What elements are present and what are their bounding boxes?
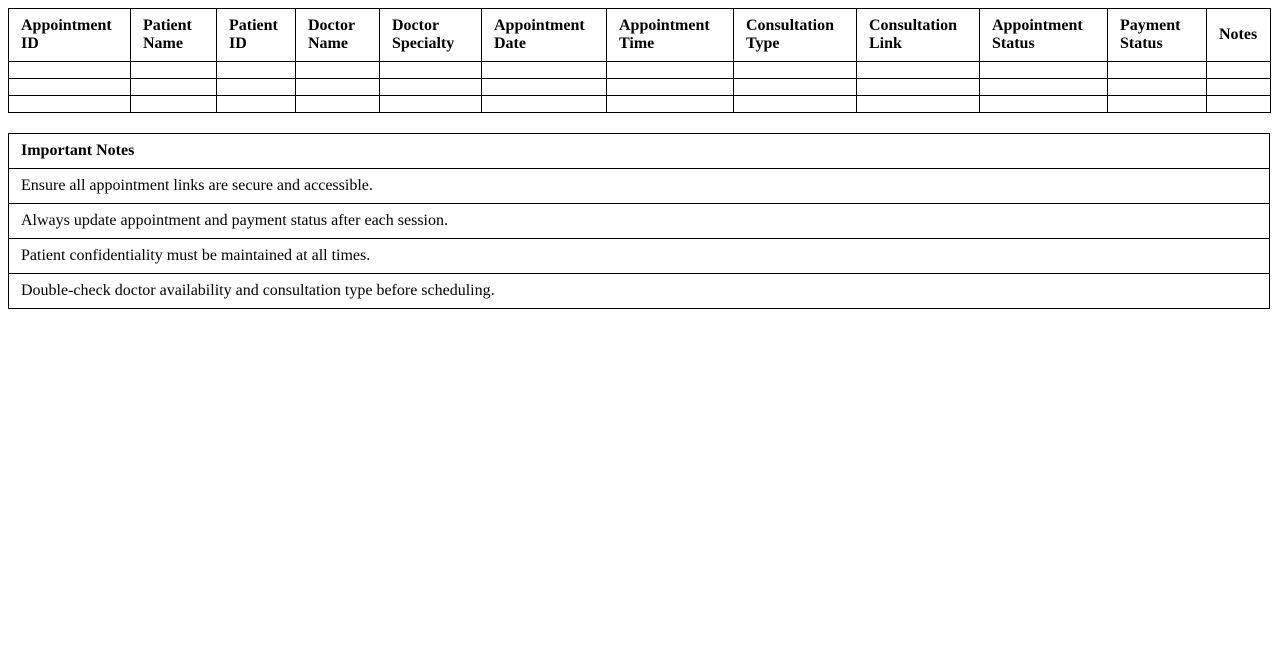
table-row [9, 96, 1271, 113]
table-cell [607, 96, 734, 113]
table-cell [131, 96, 217, 113]
appointments-table-body [9, 62, 1271, 113]
column-header-appointment-time: Appointment Time [607, 9, 734, 62]
column-header-doctor-specialty: Doctor Specialty [380, 9, 482, 62]
table-cell [734, 79, 857, 96]
table-cell [980, 79, 1108, 96]
note-text: Always update appointment and payment status after each session. [9, 204, 1270, 239]
table-header-row [9, 9, 1271, 62]
column-header-appointment-status: Appointment Status [980, 9, 1108, 62]
list-item [9, 169, 1270, 204]
table-cell [482, 79, 607, 96]
table-cell [607, 79, 734, 96]
table-cell [296, 79, 380, 96]
table-cell [1108, 96, 1207, 113]
column-header-payment-status: Payment Status [1108, 9, 1207, 62]
column-header-consultation-link: Consultation Link [857, 9, 980, 62]
table-cell [1207, 96, 1271, 113]
column-header-appointment-date: Appointment Date [482, 9, 607, 62]
column-header-doctor-name: Doctor Name [296, 9, 380, 62]
column-header-appointment-id: Appointment ID [9, 9, 131, 62]
table-cell [9, 62, 131, 79]
table-cell [9, 96, 131, 113]
note-text: Double-check doctor availability and consultation type before scheduling. [9, 274, 1270, 309]
table-cell [857, 79, 980, 96]
list-item [9, 239, 1270, 274]
notes-header-row [9, 134, 1270, 169]
table-cell [131, 62, 217, 79]
column-header-consultation-type: Consultation Type [734, 9, 857, 62]
table-cell [607, 62, 734, 79]
table-cell [9, 79, 131, 96]
table-cell [482, 62, 607, 79]
table-cell [980, 62, 1108, 79]
table-cell [734, 96, 857, 113]
appointments-table [8, 8, 1271, 113]
table-cell [857, 62, 980, 79]
table-cell [296, 62, 380, 79]
important-notes-table [8, 133, 1270, 309]
table-cell [980, 96, 1108, 113]
table-cell [131, 79, 217, 96]
list-item [9, 204, 1270, 239]
table-cell [217, 62, 296, 79]
table-row [9, 79, 1271, 96]
note-text: Patient confidentiality must be maintained at all times. [9, 239, 1270, 274]
table-cell [1207, 62, 1271, 79]
column-header-patient-id: Patient ID [217, 9, 296, 62]
table-cell [734, 62, 857, 79]
column-header-notes: Notes [1207, 9, 1271, 62]
note-text: Ensure all appointment links are secure and accessible. [9, 169, 1270, 204]
column-header-patient-name: Patient Name [131, 9, 217, 62]
table-row [9, 62, 1271, 79]
table-cell [1207, 79, 1271, 96]
table-cell [857, 96, 980, 113]
table-cell [380, 96, 482, 113]
list-item [9, 274, 1270, 309]
table-cell [380, 79, 482, 96]
table-cell [1108, 62, 1207, 79]
notes-title: Important Notes [9, 134, 1270, 169]
table-cell [217, 79, 296, 96]
table-cell [380, 62, 482, 79]
table-cell [296, 96, 380, 113]
table-cell [482, 96, 607, 113]
table-cell [1108, 79, 1207, 96]
table-cell [217, 96, 296, 113]
